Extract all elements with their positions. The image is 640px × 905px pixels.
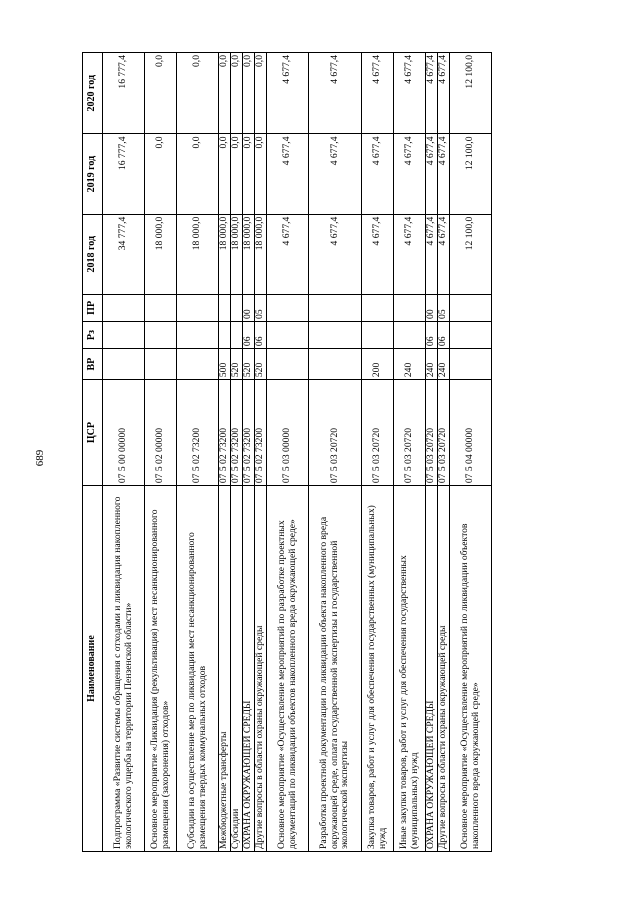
row-pr: 00	[243, 294, 255, 321]
row-2020: 4 677,4	[394, 53, 426, 135]
row-pr: 05	[255, 294, 267, 321]
row-vr: 200	[362, 349, 394, 380]
row-vr: 240	[438, 349, 450, 380]
row-pr	[177, 294, 219, 321]
row-2020: 0,0	[243, 53, 255, 135]
budget-table	[82, 52, 492, 852]
row-2019: 4 677,4	[362, 134, 394, 214]
row-vr: 500	[219, 349, 231, 380]
row-vr	[450, 349, 492, 380]
row-2020: 4 677,4	[309, 53, 362, 135]
row-pr	[145, 294, 177, 321]
row-pr	[267, 294, 309, 321]
table-row	[103, 53, 145, 852]
row-csr: 07 5 02 73200	[255, 380, 267, 486]
row-2020: 16 777,4	[103, 53, 145, 135]
row-vr	[309, 349, 362, 380]
row-pr: 00	[426, 294, 438, 321]
row-2019: 0,0	[255, 134, 267, 214]
row-vr: 520	[255, 349, 267, 380]
header-2020: 2020 год	[83, 53, 103, 135]
row-2019: 12 100,0	[450, 134, 492, 214]
row-2019: 4 677,4	[426, 134, 438, 214]
row-rz	[231, 321, 243, 348]
row-2018: 4 677,4	[438, 214, 450, 294]
row-2018: 18 000,0	[177, 214, 219, 294]
table-row	[219, 53, 231, 852]
row-2019: 0,0	[219, 134, 231, 214]
row-rz	[450, 321, 492, 348]
row-pr	[362, 294, 394, 321]
row-2020: 4 677,4	[438, 53, 450, 135]
table-row	[231, 53, 243, 852]
row-2019: 0,0	[243, 134, 255, 214]
row-name: Иные закупки товаров, работ и услуг для обеспечения государственных (муниципальных) нужд	[394, 486, 426, 852]
row-csr: 07 5 02 73200	[219, 380, 231, 486]
row-csr: 07 5 02 00000	[145, 380, 177, 486]
row-pr	[103, 294, 145, 321]
row-2018: 18 000,0	[231, 214, 243, 294]
table-row	[438, 53, 450, 852]
row-name: Межбюджетные трансферты	[219, 486, 231, 852]
rotated-page	[82, 52, 532, 852]
row-2018: 18 000,0	[145, 214, 177, 294]
row-name: Другие вопросы в области охраны окружающей среды	[438, 486, 450, 852]
row-csr: 07 5 00 00000	[103, 380, 145, 486]
header-name: Наименование	[83, 486, 103, 852]
row-pr	[450, 294, 492, 321]
header-rz: Рз	[83, 321, 103, 348]
header-2018: 2018 год	[83, 214, 103, 294]
row-vr	[267, 349, 309, 380]
row-vr	[145, 349, 177, 380]
row-csr: 07 5 03 20720	[394, 380, 426, 486]
row-2019: 16 777,4	[103, 134, 145, 214]
row-rz: 06	[438, 321, 450, 348]
row-2020: 0,0	[145, 53, 177, 135]
row-rz	[177, 321, 219, 348]
row-2018: 4 677,4	[309, 214, 362, 294]
row-rz	[219, 321, 231, 348]
row-name: Закупка товаров, работ и услуг для обеспечения государственных (муниципальных) нужд	[362, 486, 394, 852]
row-2019: 4 677,4	[394, 134, 426, 214]
row-2020: 0,0	[255, 53, 267, 135]
row-csr: 07 5 02 73200	[243, 380, 255, 486]
row-2018: 4 677,4	[394, 214, 426, 294]
header-csr: ЦСР	[83, 380, 103, 486]
table-row	[394, 53, 426, 852]
row-csr: 07 5 03 20720	[426, 380, 438, 486]
row-name: Основное мероприятие «Осуществление мероприятий по ликвидации объектов накопленного вреда окружающей среде»	[450, 486, 492, 852]
row-pr	[309, 294, 362, 321]
row-2020: 0,0	[231, 53, 243, 135]
row-name: Основное мероприятие «Ликвидация (рекультивация) мест несанкционированного размещения (захоронения) отходов»	[145, 486, 177, 852]
row-2020: 0,0	[177, 53, 219, 135]
table-row	[145, 53, 177, 852]
table-row	[177, 53, 219, 852]
row-pr	[219, 294, 231, 321]
row-vr: 520	[231, 349, 243, 380]
row-rz: 06	[255, 321, 267, 348]
row-rz	[103, 321, 145, 348]
row-vr	[103, 349, 145, 380]
row-pr: 05	[438, 294, 450, 321]
page-number: 689	[34, 449, 46, 467]
row-rz	[394, 321, 426, 348]
row-csr: 07 5 03 20720	[438, 380, 450, 486]
header-pr: ПР	[83, 294, 103, 321]
row-2019: 4 677,4	[267, 134, 309, 214]
row-rz	[267, 321, 309, 348]
row-csr: 07 5 03 00000	[267, 380, 309, 486]
row-name: Разработка проектной документации по ликвидации объекта накопленного вреда окружающей среде, оплата государственной экспертизы и государственной экологической экспертизы	[309, 486, 362, 852]
table-row	[450, 53, 492, 852]
row-2019: 0,0	[145, 134, 177, 214]
row-2018: 12 100,0	[450, 214, 492, 294]
row-2018: 4 677,4	[362, 214, 394, 294]
row-2019: 0,0	[231, 134, 243, 214]
row-2020: 4 677,4	[362, 53, 394, 135]
row-pr	[394, 294, 426, 321]
row-name: ОХРАНА ОКРУЖАЮЩЕЙ СРЕДЫ	[426, 486, 438, 852]
row-2018: 34 777,4	[103, 214, 145, 294]
table-row	[243, 53, 255, 852]
row-rz: 06	[243, 321, 255, 348]
row-2018: 4 677,4	[267, 214, 309, 294]
row-name: ОХРАНА ОКРУЖАЮЩЕЙ СРЕДЫ	[243, 486, 255, 852]
row-rz	[309, 321, 362, 348]
row-csr: 07 5 02 73200	[177, 380, 219, 486]
row-name: Другие вопросы в области охраны окружающей среды	[255, 486, 267, 852]
row-2020: 0,0	[219, 53, 231, 135]
row-2018: 18 000,0	[243, 214, 255, 294]
row-pr	[231, 294, 243, 321]
row-2019: 4 677,4	[309, 134, 362, 214]
row-csr: 07 5 03 20720	[309, 380, 362, 486]
row-rz	[362, 321, 394, 348]
table-row	[362, 53, 394, 852]
row-2019: 0,0	[177, 134, 219, 214]
row-2018: 18 000,0	[219, 214, 231, 294]
row-vr: 240	[394, 349, 426, 380]
row-csr: 07 5 04 00000	[450, 380, 492, 486]
row-name: Подпрограмма «Развитие системы обращения с отходами и ликвидация накопленного экологического ущерба на территории Пензенской области»	[103, 486, 145, 852]
row-2018: 18 000,0	[255, 214, 267, 294]
row-name: Основное мероприятие «Осуществление мероприятий по разработке проектных документаций по ликвидации объектов накопленного вреда окружающей среде»	[267, 486, 309, 852]
row-2019: 4 677,4	[438, 134, 450, 214]
table-row	[309, 53, 362, 852]
header-2019: 2019 год	[83, 134, 103, 214]
row-2018: 4 677,4	[426, 214, 438, 294]
table-header-row	[83, 53, 103, 852]
row-vr: 240	[426, 349, 438, 380]
header-vr: ВР	[83, 349, 103, 380]
row-vr	[177, 349, 219, 380]
row-rz	[145, 321, 177, 348]
row-csr: 07 5 02 73200	[231, 380, 243, 486]
row-csr: 07 5 03 20720	[362, 380, 394, 486]
row-2020: 12 100,0	[450, 53, 492, 135]
table-row	[267, 53, 309, 852]
table-row	[426, 53, 438, 852]
row-name: Субсидии на осуществление мер по ликвидации мест несанкционированного размещения твердых коммунальных отходов	[177, 486, 219, 852]
table-row	[255, 53, 267, 852]
row-2020: 4 677,4	[267, 53, 309, 135]
row-vr: 520	[243, 349, 255, 380]
row-name: Субсидии	[231, 486, 243, 852]
row-2020: 4 677,4	[426, 53, 438, 135]
row-rz: 06	[426, 321, 438, 348]
